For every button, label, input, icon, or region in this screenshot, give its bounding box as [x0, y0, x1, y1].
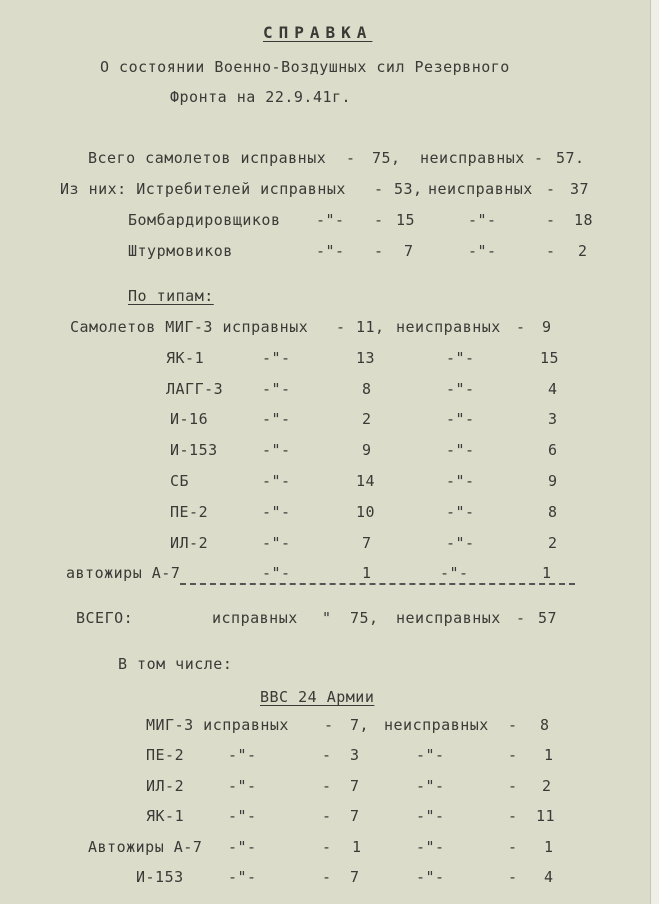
category-ok: 53, [394, 180, 423, 198]
army-first-bad: 8 [540, 716, 550, 734]
type-name: ПЕ-2 [170, 503, 209, 521]
army-first-ok: 7, [350, 716, 370, 734]
army-dash-2: - [508, 868, 518, 886]
grand-total-ok-label: исправных [212, 609, 298, 627]
grand-total-dash: - [516, 609, 526, 627]
category-dash: - [374, 180, 384, 198]
type-ditto: -"- [262, 564, 291, 582]
army-dash-2: - [508, 777, 518, 795]
army-bad: 4 [544, 868, 554, 886]
total-bad-label: неисправных [420, 149, 525, 167]
army-ok: 7 [350, 868, 360, 886]
type-ditto: -"- [262, 503, 291, 521]
document-title: СПРАВКА [263, 23, 373, 42]
type-first-bad: 9 [542, 318, 552, 336]
type-ok: 7 [362, 534, 372, 552]
type-ok: 10 [356, 503, 376, 521]
type-ditto: -"- [446, 380, 475, 398]
army-ditto: -"- [228, 807, 257, 825]
army-type-name: ИЛ-2 [146, 777, 185, 795]
type-ditto: -"- [262, 534, 291, 552]
category-bad: 2 [578, 242, 588, 260]
army-ok: 7 [350, 777, 360, 795]
army-type-name: И-153 [136, 868, 184, 886]
total-label: Всего самолетов исправных [88, 149, 327, 167]
army-dash: - [322, 838, 332, 856]
category-ditto: -"- [468, 242, 497, 260]
army-type-name: ПЕ-2 [146, 746, 185, 764]
army-type-name: ЯК-1 [146, 807, 185, 825]
category-ditto: -"- [316, 211, 345, 229]
type-bad: 15 [540, 349, 560, 367]
type-ditto: -"- [440, 564, 469, 582]
category-ok: 7 [404, 242, 414, 260]
category-name: Штурмовиков [128, 242, 233, 260]
army-bad: 1 [544, 838, 554, 856]
army-ditto: -"- [416, 868, 445, 886]
type-ok: 2 [362, 410, 372, 428]
army-first-bad-label: неисправных [384, 716, 489, 734]
category-bad: 18 [574, 211, 594, 229]
army-dash: - [322, 777, 332, 795]
army-dash: - [322, 746, 332, 764]
type-bad: 8 [548, 503, 558, 521]
type-name: СБ [170, 472, 190, 490]
army-ditto: -"- [416, 777, 445, 795]
type-ditto: -"- [262, 380, 291, 398]
army-type-name: Автожиры А-7 [88, 838, 203, 856]
type-ditto: -"- [446, 472, 475, 490]
subtitle-line-1: О состоянии Военно-Воздушных сил Резервного [100, 58, 510, 76]
type-ok: 14 [356, 472, 376, 490]
army-ditto: -"- [416, 746, 445, 764]
type-ditto: -"- [262, 349, 291, 367]
including-heading: В том числе: [118, 655, 233, 673]
type-ok: 13 [356, 349, 376, 367]
type-bad: 4 [548, 380, 558, 398]
category-dash-2: - [546, 211, 556, 229]
type-bad: 6 [548, 441, 558, 459]
total-dash-2: - [534, 149, 544, 167]
army-dash: - [322, 807, 332, 825]
type-bad: 2 [548, 534, 558, 552]
category-ok: 15 [396, 211, 416, 229]
type-bad: 9 [548, 472, 558, 490]
type-name: И-153 [170, 441, 218, 459]
army-first-dash-2: - [508, 716, 518, 734]
army-heading: ВВС 24 Армии [260, 688, 375, 706]
total-dash: - [346, 149, 356, 167]
army-ok: 1 [352, 838, 362, 856]
category-bad: 37 [570, 180, 590, 198]
type-name: ЛАГГ-3 [166, 380, 224, 398]
type-ditto: -"- [446, 349, 475, 367]
type-ok: 9 [362, 441, 372, 459]
army-ditto: -"- [228, 838, 257, 856]
subtitle-line-2: Фронта на 22.9.41г. [170, 88, 352, 106]
category-name: Бомбардировщиков [128, 211, 281, 229]
divider-line [180, 583, 575, 585]
type-ditto: -"- [446, 534, 475, 552]
army-dash: - [322, 868, 332, 886]
type-first-dash: - [336, 318, 346, 336]
by-type-heading: По типам: [128, 287, 214, 305]
type-ditto: -"- [262, 441, 291, 459]
type-ditto: -"- [262, 472, 291, 490]
army-dash-2: - [508, 746, 518, 764]
type-ok: 8 [362, 380, 372, 398]
army-ok: 3 [350, 746, 360, 764]
category-name: Из них: Истребителей исправных [60, 180, 346, 198]
army-ditto: -"- [416, 807, 445, 825]
type-name: И-16 [170, 410, 209, 428]
category-ditto: -"- [468, 211, 497, 229]
army-first-label: МИГ-3 исправных [146, 716, 289, 734]
type-first-dash-2: - [516, 318, 526, 336]
grand-total-bad-label: неисправных [396, 609, 501, 627]
category-dash-2: - [546, 242, 556, 260]
type-bad: 3 [548, 410, 558, 428]
army-dash-2: - [508, 807, 518, 825]
army-dash-2: - [508, 838, 518, 856]
army-ditto: -"- [228, 777, 257, 795]
total-ok: 75, [372, 149, 401, 167]
army-bad: 1 [544, 746, 554, 764]
type-name: автожиры А-7 [66, 564, 181, 582]
category-dash: - [374, 211, 384, 229]
page-edge [650, 0, 659, 904]
category-dash: - [374, 242, 384, 260]
army-bad: 2 [542, 777, 552, 795]
type-name: ЯК-1 [166, 349, 205, 367]
army-ditto: -"- [228, 868, 257, 886]
army-ok: 7 [350, 807, 360, 825]
army-ditto: -"- [228, 746, 257, 764]
type-first-ok: 11, [356, 318, 385, 336]
type-ditto: -"- [446, 503, 475, 521]
army-ditto: -"- [416, 838, 445, 856]
type-name: ИЛ-2 [170, 534, 209, 552]
army-first-dash: - [324, 716, 334, 734]
type-ditto: -"- [262, 410, 291, 428]
grand-total-label: ВСЕГО: [76, 609, 134, 627]
category-dash-2: - [546, 180, 556, 198]
grand-total-ok: 75, [350, 609, 379, 627]
category-bad-label: неисправных [428, 180, 533, 198]
category-ditto: -"- [316, 242, 345, 260]
grand-total-ok-mark: " [322, 609, 332, 627]
type-bad: 1 [542, 564, 552, 582]
grand-total-bad: 57 [538, 609, 558, 627]
type-first-label: Самолетов МИГ-3 исправных [70, 318, 309, 336]
total-bad: 57. [556, 149, 585, 167]
type-ditto: -"- [446, 441, 475, 459]
type-ditto: -"- [446, 410, 475, 428]
type-ok: 1 [362, 564, 372, 582]
army-bad: 11 [536, 807, 556, 825]
type-first-bad-label: неисправных [396, 318, 501, 336]
